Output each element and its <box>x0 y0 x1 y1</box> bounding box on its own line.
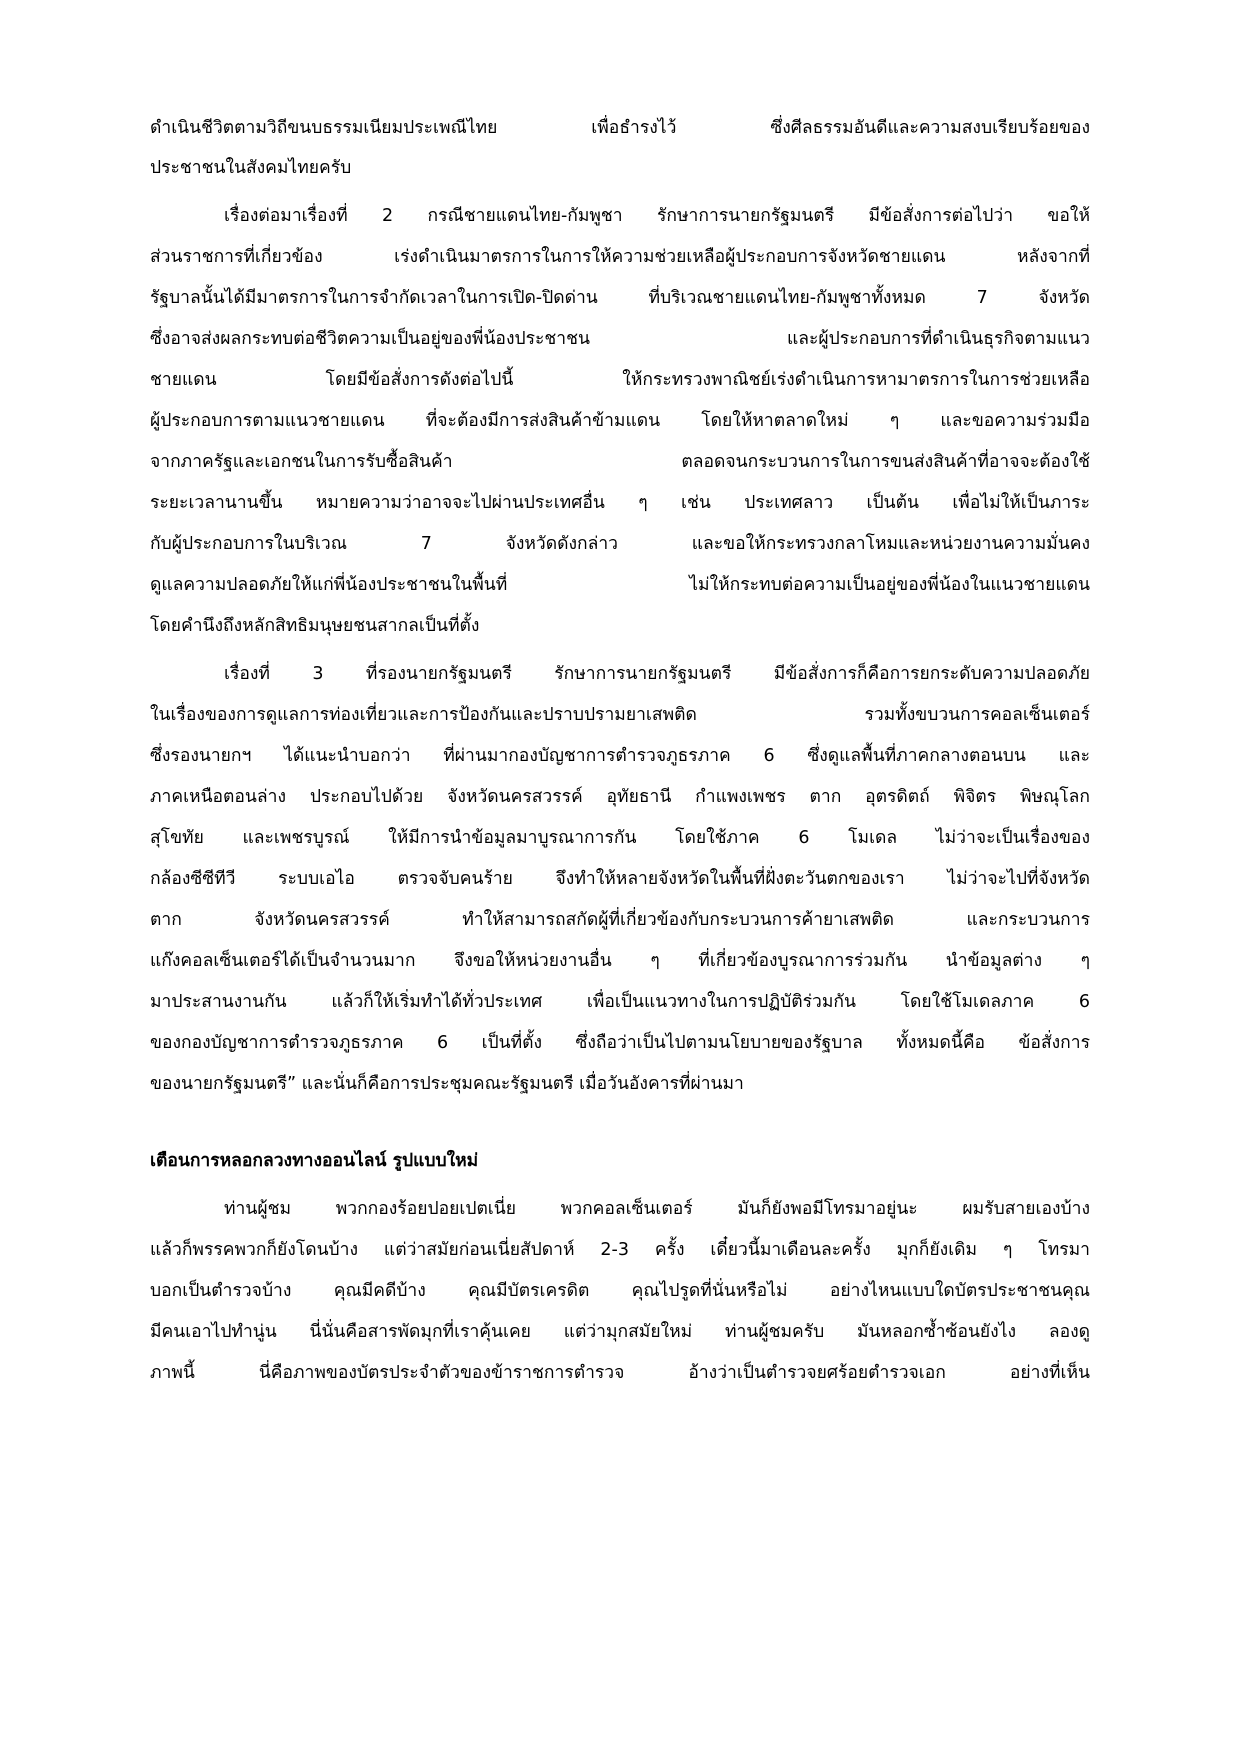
paragraph-2-line: โดยคำนึงถึงหลักสิทธิมนุษยชนสากลเป็นที่ตั้ง <box>150 616 480 636</box>
paragraph-4-line: มีคนเอาไปทำนู่น นี่นั่นคือสารพัดมุกที่เราคุ้นเคย แต่ว่ามุกสมัยใหม่ ท่านผู้ชมครับ มันหลอกซ้ำซ้อนยังไง ลองดู <box>150 1322 1090 1342</box>
paragraph-2-line: รัฐบาลนั้นได้มีมาตรการในการจำกัดเวลาในการเปิด-ปิดด่าน ที่บริเวณชายแดนไทย-กัมพูชาทั้งหมด 7 จังหวัด <box>150 288 1090 308</box>
paragraph-3-line: กล้องซีซีทีวี ระบบเอไอ ตรวจจับคนร้าย จึงทำให้หลายจังหวัดในพื้นที่ฝั่งตะวันตกของเรา ไม่ว่าจะไปที่จังหวัด <box>150 869 1090 889</box>
paragraph-3-line: มาประสานงานกัน แล้วก็ให้เริ่มทำได้ทั่วประเทศ เพื่อเป็นแนวทางในการปฏิบัติร่วมกัน โดยใช้โมเดลภาค 6 <box>150 992 1090 1012</box>
paragraph-3-line: แก๊งคอลเซ็นเตอร์ได้เป็นจำนวนมาก จึงขอให้หน่วยงานอื่น ๆ ที่เกี่ยวข้องบูรณาการร่วมกัน นำข้อมูลต่าง ๆ <box>150 951 1090 971</box>
paragraph-3-line: ตาก จังหวัดนครสวรรค์ ทำให้สามารถสกัดผู้ที่เกี่ยวข้องกับกระบวนการค้ายาเสพติด และกระบวนการ <box>150 910 1090 930</box>
paragraph-4-line: แล้วก็พรรคพวกก็ยังโดนบ้าง แต่ว่าสมัยก่อนเนี่ยสัปดาห์ 2-3 ครั้ง เดี๋ยวนี้มาเดือนละครั้ง มุกก็ยังเดิม ๆ โทรมา <box>150 1240 1090 1260</box>
paragraph-2-line: จากภาครัฐและเอกชนในการรับซื้อสินค้า ตลอดจนกระบวนการในการขนส่งสินค้าที่อาจจะต้องใช้ <box>150 452 1090 472</box>
paragraph-2-line: ซึ่งอาจส่งผลกระทบต่อชีวิตความเป็นอยู่ของพี่น้องประชาชน และผู้ประกอบการที่ดำเนินธุรกิจตามแนว <box>150 329 1090 349</box>
section-heading: เตือนการหลอกลวงทางออนไลน์ รูปแบบใหม่ <box>150 1151 479 1171</box>
paragraph-2-line: เรื่องต่อมาเรื่องที่ 2 กรณีชายแดนไทย-กัมพูชา รักษาการนายกรัฐมนตรี มีข้อสั่งการต่อไปว่า ขอให้ <box>224 206 1090 226</box>
paragraph-1-line: ดำเนินชีวิตตามวิถีขนบธรรมเนียมประเพณีไทย เพื่อธำรงไว้ ซึ่งศีลธรรมอันดีและความสงบเรียบร้อยของ <box>150 118 1090 138</box>
paragraph-2-line: ส่วนราชการที่เกี่ยวข้อง เร่งดำเนินมาตรการในการให้ความช่วยเหลือผู้ประกอบการจังหวัดชายแดน หลังจากที่ <box>150 247 1090 267</box>
paragraph-4-line: ท่านผู้ชม พวกกองร้อยปอยเปตเนี่ย พวกคอลเซ็นเตอร์ มันก็ยังพอมีโทรมาอยู่นะ ผมรับสายเองบ้าง <box>224 1199 1090 1219</box>
paragraph-3-line: สุโขทัย และเพชรบูรณ์ ให้มีการนำข้อมูลมาบูรณาการกัน โดยใช้ภาค 6 โมเดล ไม่ว่าจะเป็นเรื่องของ <box>150 828 1090 848</box>
paragraph-4-line: บอกเป็นตำรวจบ้าง คุณมีคดีบ้าง คุณมีบัตรเครดิต คุณไปรูดที่นั่นหรือไม่ อย่างไหนแบบใดบัตรประชาชนคุณ <box>150 1281 1090 1301</box>
paragraph-3-line: ภาคเหนือตอนล่าง ประกอบไปด้วย จังหวัดนครสวรรค์ อุทัยธานี กำแพงเพชร ตาก อุตรดิตถ์ พิจิตร พิษณุโลก <box>150 787 1090 807</box>
paragraph-3-line: ในเรื่องของการดูแลการท่องเที่ยวและการป้องกันและปราบปรามยาเสพติด รวมทั้งขบวนการคอลเซ็นเตอร์ <box>150 705 1090 725</box>
paragraph-2-line: ชายแดน โดยมีข้อสั่งการดังต่อไปนี้ ให้กระทรวงพาณิชย์เร่งดำเนินการหามาตรการในการช่วยเหลือ <box>150 370 1090 390</box>
paragraph-3-line: ของกองบัญชาการตำรวจภูธรภาค 6 เป็นที่ตั้ง ซึ่งถือว่าเป็นไปตามนโยบายของรัฐบาล ทั้งหมดนี้คือ ข้อสั่งการ <box>150 1033 1090 1053</box>
paragraph-4-line: ภาพนี้ นี่คือภาพของบัตรประจำตัวของข้าราชการตำรวจ อ้างว่าเป็นตำรวจยศร้อยตำรวจเอก อย่างที่เห็น <box>150 1363 1090 1383</box>
paragraph-2-line: ผู้ประกอบการตามแนวชายแดน ที่จะต้องมีการส่งสินค้าข้ามแดน โดยให้หาตลาดใหม่ ๆ และขอความร่วมมือ <box>150 411 1090 431</box>
paragraph-2-line: ดูแลความปลอดภัยให้แก่พี่น้องประชาชนในพื้นที่ ไม่ให้กระทบต่อความเป็นอยู่ของพี่น้องในแนวชายแดน <box>150 575 1090 595</box>
paragraph-2-line: ระยะเวลานานขึ้น หมายความว่าอาจจะไปผ่านประเทศอื่น ๆ เช่น ประเทศลาว เป็นต้น เพื่อไม่ให้เป็นภาระ <box>150 493 1090 513</box>
paragraph-3-line: ซึ่งรองนายกฯ ได้แนะนำบอกว่า ที่ผ่านมากองบัญชาการตำรวจภูธรภาค 6 ซึ่งดูแลพื้นที่ภาคกลางตอนบน และ <box>150 746 1090 766</box>
paragraph-3-line: ของนายกรัฐมนตรี” และนั่นก็คือการประชุมคณะรัฐมนตรี เมื่อวันอังคารที่ผ่านมา <box>150 1074 744 1094</box>
paragraph-2-line: กับผู้ประกอบการในบริเวณ 7 จังหวัดดังกล่าว และขอให้กระทรวงกลาโหมและหน่วยงานความมั่นคง <box>150 534 1090 554</box>
paragraph-3-line: เรื่องที่ 3 ที่รองนายกรัฐมนตรี รักษาการนายกรัฐมนตรี มีข้อสั่งการก็คือการยกระดับความปลอดภัย <box>224 664 1090 684</box>
paragraph-1-line: ประชาชนในสังคมไทยครับ <box>150 158 352 178</box>
